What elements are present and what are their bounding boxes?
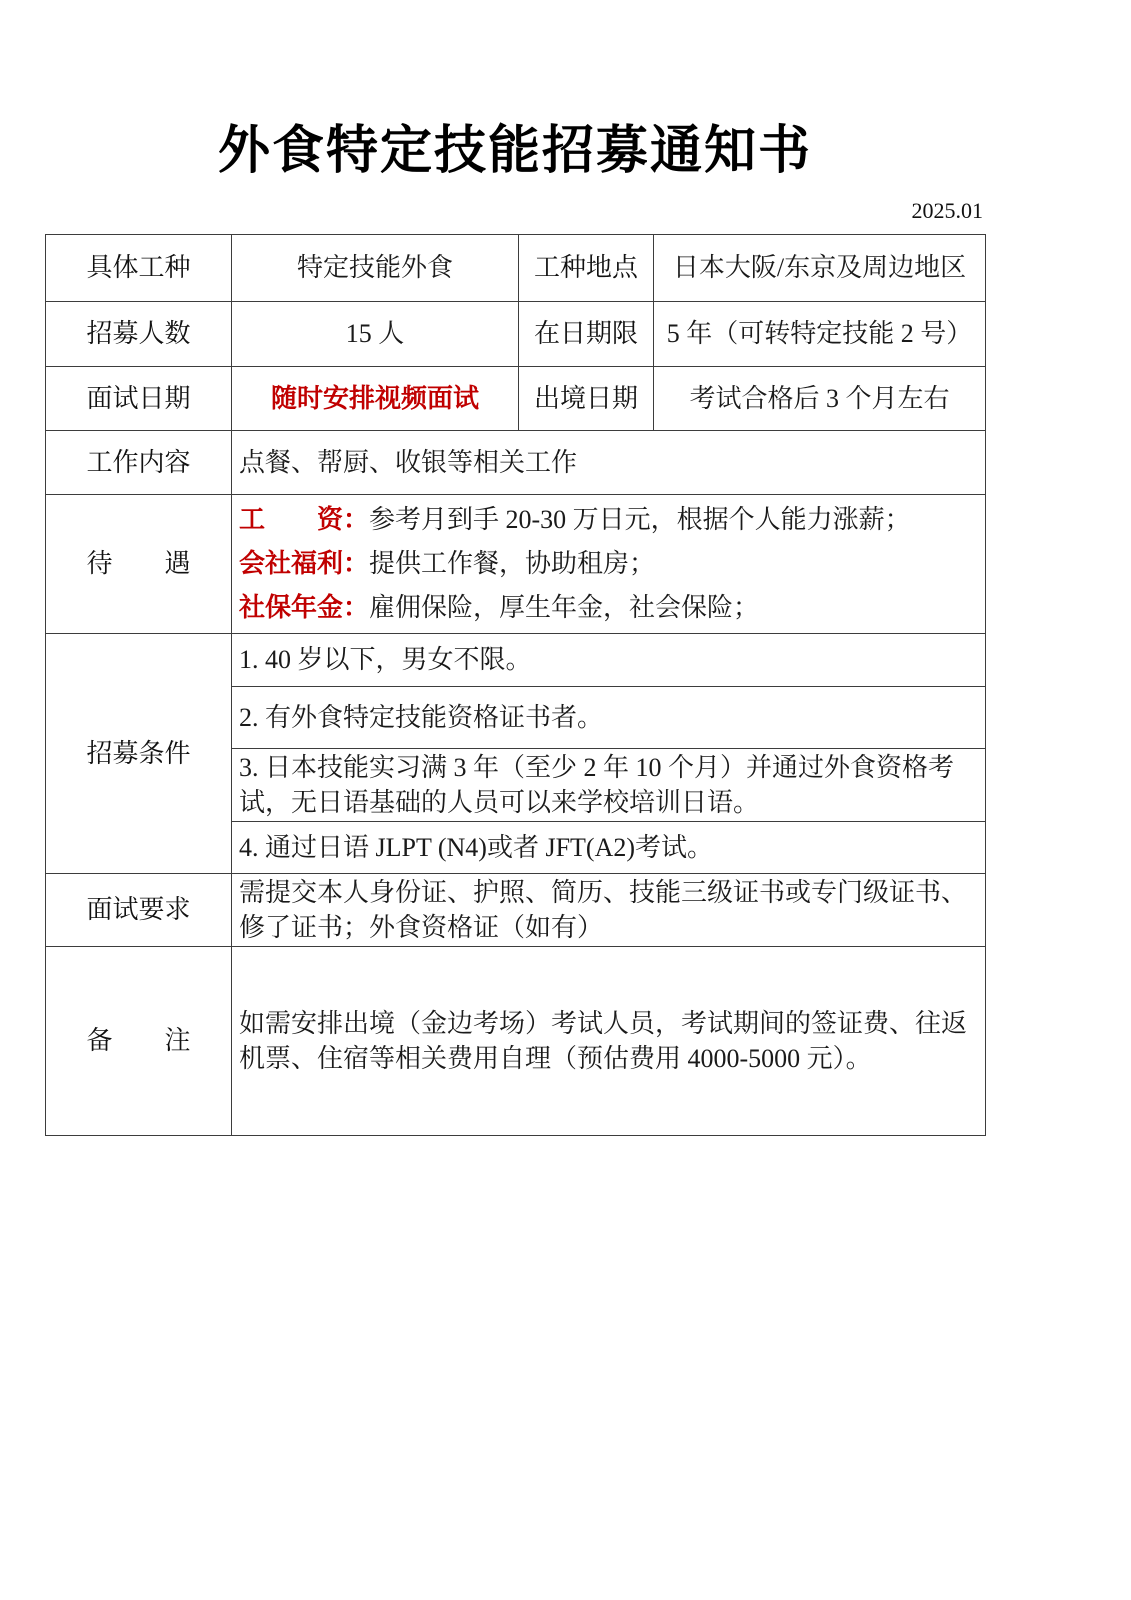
job-type-value: 特定技能外食 <box>232 234 519 301</box>
recruitment-table <box>45 234 986 1136</box>
welfare-lead: 会社福利： <box>239 548 370 578</box>
condition-item-4: 4. 通过日语 JLPT (N4)或者 JFT(A2)考试。 <box>232 821 986 873</box>
row-job-type <box>46 234 986 301</box>
interview-requirements-value: 需提交本人身份证、护照、简历、技能三级证书或专门级证书、修了证书；外食资格证（如有） <box>232 873 986 946</box>
insurance-text: 雇佣保险，厚生年金，社会保险； <box>369 592 760 622</box>
insurance-lead: 社保年金： <box>239 592 370 622</box>
stay-period-value: 5 年（可转特定技能 2 号） <box>654 301 986 366</box>
interview-requirements-label: 面试要求 <box>46 873 232 946</box>
work-content-label: 工作内容 <box>46 430 232 494</box>
row-interview-date <box>46 366 986 430</box>
row-work-content <box>46 430 986 494</box>
conditions-label: 招募条件 <box>46 633 232 873</box>
remarks-value: 如需安排出境（金边考场）考试人员，考试期间的签证费、往返机票、住宿等相关费用自理（预估费用 4000-5000 元）。 <box>232 946 986 1135</box>
interview-date-value: 随时安排视频面试 <box>232 366 519 430</box>
salary-lead: 工 资： <box>239 504 370 534</box>
headcount-value: 15 人 <box>232 301 519 366</box>
document-title: 外食特定技能招募通知书 <box>217 123 812 180</box>
treatment-line-salary <box>239 498 979 542</box>
document-date: 2025.01 <box>911 197 983 223</box>
stay-period-label: 在日期限 <box>519 301 654 366</box>
remarks-label: 备 注 <box>46 946 232 1135</box>
document-page <box>45 0 985 1136</box>
job-location-value: 日本大阪/东京及周边地区 <box>654 234 986 301</box>
treatment-value <box>232 494 986 633</box>
departure-date-value: 考试合格后 3 个月左右 <box>654 366 986 430</box>
work-content-value: 点餐、帮厨、收银等相关工作 <box>232 430 986 494</box>
departure-date-label: 出境日期 <box>519 366 654 430</box>
row-treatment <box>46 494 986 633</box>
salary-text: 参考月到手 20-30 万日元，根据个人能力涨薪； <box>369 504 911 534</box>
treatment-line-insurance <box>239 586 979 630</box>
job-type-label: 具体工种 <box>46 234 232 301</box>
condition-item-1: 1. 40 岁以下，男女不限。 <box>232 633 986 686</box>
row-remarks <box>46 946 986 1135</box>
headcount-label: 招募人数 <box>46 301 232 366</box>
row-headcount <box>46 301 986 366</box>
row-conditions-1 <box>46 633 986 686</box>
condition-item-3: 3. 日本技能实习满 3 年（至少 2 年 10 个月）并通过外食资格考试，无日语基础的人员可以来学校培训日语。 <box>232 748 986 821</box>
treatment-label: 待 遇 <box>46 494 232 633</box>
interview-date-label: 面试日期 <box>46 366 232 430</box>
welfare-text: 提供工作餐，协助租房； <box>369 548 656 578</box>
treatment-line-welfare <box>239 542 979 586</box>
job-location-label: 工种地点 <box>519 234 654 301</box>
row-interview-requirements <box>46 873 986 946</box>
condition-item-2: 2. 有外食特定技能资格证书者。 <box>232 686 986 748</box>
